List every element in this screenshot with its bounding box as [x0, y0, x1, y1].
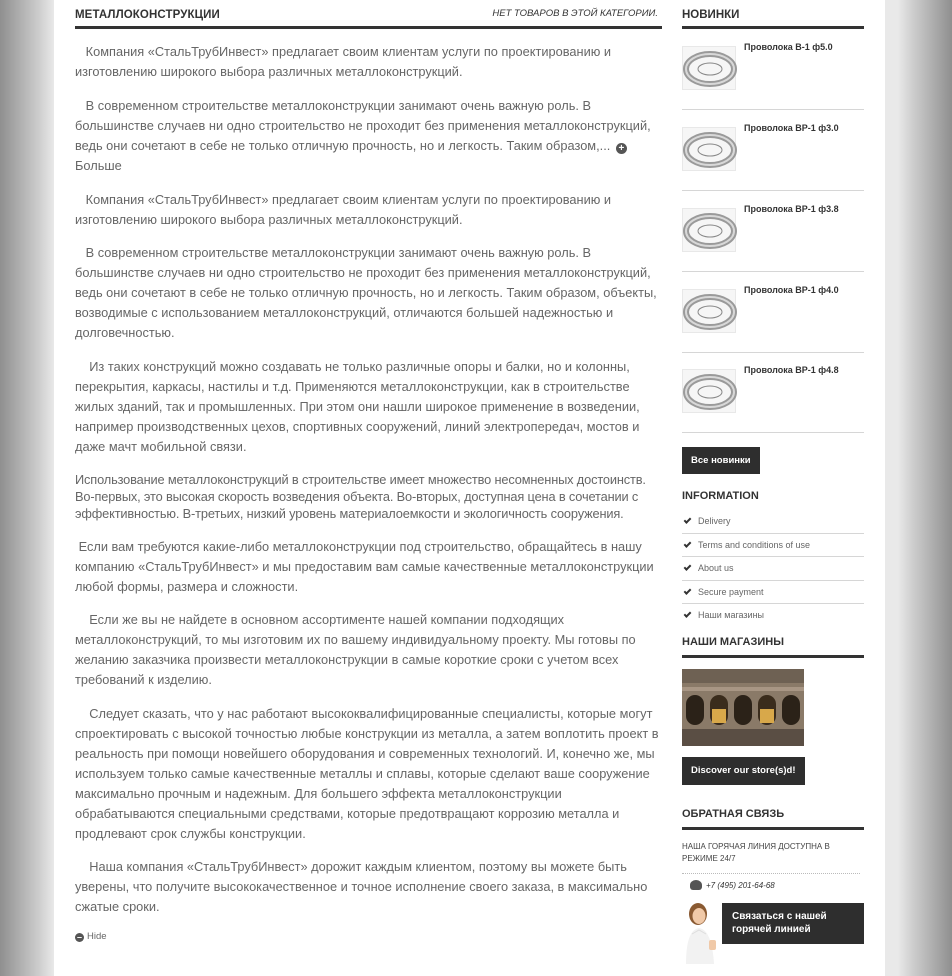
wire-coil-image[interactable]	[682, 289, 736, 333]
category-header	[75, 0, 662, 29]
product-item[interactable]	[682, 272, 864, 353]
divider	[682, 873, 860, 874]
info-item-secure-payment[interactable]: Secure payment	[682, 581, 864, 605]
full-p3: Из таких конструкций можно создавать не только различные опоры и балки, но и колонны, перекрытия, каркасы, настилы и т.д. Применяются металлоконструкции, как в строительстве жилых зданий, так и промышленных. При этом они нашли широкое применение в возведении, например производственных цехов, спортивных сооружений, линий электропередач, мостов и даже мачт мобильной связи.	[75, 359, 640, 454]
wire-coil-image[interactable]	[682, 127, 736, 171]
minus-icon: –	[76, 932, 82, 942]
product-name[interactable]: Проволока ВР-1 ф3.0	[744, 123, 839, 133]
product-item[interactable]	[682, 29, 864, 110]
hotline-text: НАША ГОРЯЧАЯ ЛИНИЯ ДОСТУПНА В РЕЖИМЕ 24/7	[682, 842, 830, 863]
more-link[interactable]: Больше	[75, 158, 122, 173]
product-name[interactable]: Проволока В-1 ф5.0	[744, 42, 833, 52]
no-products-note: НЕТ ТОВАРОВ В ЭТОЙ КАТЕГОРИИ.	[492, 8, 658, 19]
short-description-1: Компания «СтальТрубИнвест» предлагает своим клиентам услуги по проектированию и изготовлению широкого выбора различных металлоконструкций.	[75, 44, 612, 79]
info-item-about[interactable]: About us	[682, 557, 864, 581]
short-description-2: В современном строительстве металлоконструкции занимают очень важную роль. В большинстве случаев ни одно строительство не проходит без применения металлоконструкций, ведь они сочетают в себе не только отличную прочность, но и легкость. Таким образом,... + Больше	[75, 98, 651, 173]
phone-number[interactable]: +7 (495) 201-64-68	[690, 880, 775, 890]
feedback-title: ОБРАТНАЯ СВЯЗЬ	[682, 808, 864, 830]
discover-stores-button[interactable]: Discover our store(s)d!	[682, 757, 805, 785]
call-hotline-button[interactable]: Связаться с нашей горячей линией	[722, 903, 864, 944]
check-icon	[684, 587, 692, 595]
check-icon	[684, 540, 692, 548]
product-item[interactable]	[682, 352, 864, 433]
stores-title: НАШИ МАГАЗИНЫ	[682, 636, 864, 658]
information-list	[682, 510, 864, 628]
product-name[interactable]: Проволока ВР-1 ф4.0	[744, 285, 839, 295]
check-icon	[684, 516, 692, 524]
full-p8: Наша компания «СтальТрубИнвест» дорожит каждым клиентом, поэтому вы можете быть уверены, что получите высококачественное и точное исполнение своего заказа, в максимально сжатые сроки.	[75, 859, 648, 914]
check-icon	[684, 563, 692, 571]
phone-icon	[690, 880, 702, 890]
wire-coil-image[interactable]	[682, 369, 736, 413]
operator-avatar	[682, 900, 722, 964]
all-new-products-button[interactable]: Все новинки	[682, 447, 760, 474]
full-p4: Использование металлоконструкций в строительстве имеет множество несомненных достоинств. Во-первых, это высокая скорость возведения объекта. Во-вторых, доступная цена в сочетании с эффективностью. В-третьих, низкий уровень материалоемкости и экологичность сооружения.	[75, 472, 646, 521]
page	[54, 0, 885, 976]
full-p2: В современном строительстве металлоконструкции занимают очень важную роль. В большинстве случаев ни одно строительство не проходит без применения металлоконструкций, ведь они сочетают в себе не только отличную прочность, но и легкость. Таким образом, объекты, возводимые с использованием металлоконструкций, отличаются большей надежностью и долговечностью.	[75, 245, 657, 340]
hide-link[interactable]: – Hide	[76, 931, 107, 942]
full-p1: Компания «СтальТрубИнвест» предлагает своим клиентам услуги по проектированию и изготовлению широкого выбора различных металлоконструкций.	[75, 192, 612, 227]
main-column	[75, 0, 662, 942]
check-icon	[684, 610, 692, 618]
info-item-stores[interactable]: Наши магазины	[682, 604, 864, 628]
new-products-title: НОВИНКИ	[682, 0, 864, 29]
full-p7: Следует сказать, что у нас работают высококвалифицированные специалисты, которые могут спроектировать с высокой точностью любые конструкции из металла, а затем воплотить проект в реальность при помощи новейшего оборудования и современных технологий. И, конечно же, мы используем только самые качественные металлы и сплавы, которые сделают ваше сооружение максимально прочным и надежным. Для большего эффекта металлоконструкции обрабатываются специальными средствами, которые предотвращают коррозию металла и продлевают срок службы конструкции.	[75, 706, 659, 841]
product-name[interactable]: Проволока ВР-1 ф3.8	[744, 204, 839, 214]
full-p6: Если же вы не найдете в основном ассортименте нашей компании подходящих металлоконструкций, то мы изготовим их по вашему индивидуальному проекту. Мы готовы по желанию заказчика произвести металлоконструкции в самые короткие сроки с учетом всех требований к изделию.	[75, 612, 636, 687]
category-title: МЕТАЛЛОКОНСТРУКЦИИ	[75, 9, 220, 21]
product-name[interactable]: Проволока ВР-1 ф4.8	[744, 365, 839, 375]
full-p5: Если вам требуются какие-либо металлоконструкции под строительство, обращайтесь в нашу компанию «СтальТрубИнвест» и мы предоставим вам самые качественные металлоконструкции любой формы, размера и сложности.	[75, 539, 654, 594]
store-photo[interactable]	[682, 669, 804, 746]
product-item[interactable]	[682, 191, 864, 272]
product-item[interactable]	[682, 110, 864, 191]
information-title: INFORMATION	[682, 490, 759, 502]
right-sidebar	[682, 0, 864, 935]
wire-coil-image[interactable]	[682, 208, 736, 252]
more-plus-icon[interactable]: +	[616, 143, 627, 154]
info-item-delivery[interactable]: Delivery	[682, 510, 864, 534]
wire-coil-image[interactable]	[682, 46, 736, 90]
info-item-terms[interactable]: Terms and conditions of use	[682, 534, 864, 558]
